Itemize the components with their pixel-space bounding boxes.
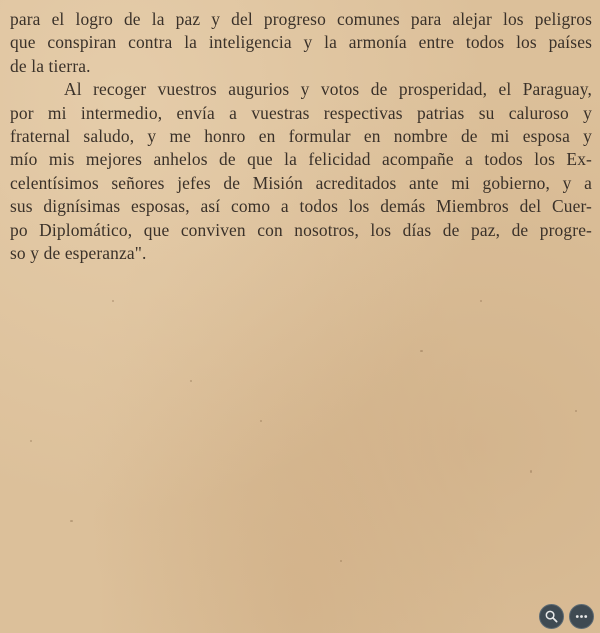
viewer-controls <box>539 604 594 629</box>
text-line: Al recoger vuestros augurios y votos de prosperidad, el Paraguay, <box>64 79 592 100</box>
text-line: celentísimos señores jefes de Misión acreditados ante mi gobierno, y a <box>10 172 592 193</box>
document-text <box>10 8 592 265</box>
text-line: so y de esperanza". <box>10 242 147 263</box>
text-line: mío mis mejores anhelos de que la felicidad acompañe a todos los Ex- <box>10 149 592 170</box>
text-line: de la tierra. <box>10 55 91 76</box>
text-line: sus dignísimas esposas, así como a todos los demás Miembros del Cuer- <box>10 196 592 217</box>
text-line: que conspiran contra la inteligencia y la armonía entre todos los países <box>10 32 592 53</box>
zoom-button[interactable] <box>539 604 564 629</box>
more-button[interactable] <box>569 604 594 629</box>
text-line: po Diplomático, que conviven con nosotros, los días de paz, de progre- <box>10 219 592 240</box>
zoom-icon <box>544 609 559 624</box>
text-line: fraternal saludo, y me honro en formular en nombre de mi esposa y <box>10 125 592 146</box>
more-icon <box>574 609 589 624</box>
text-line: para el logro de la paz y del progreso comunes para alejar los peligros <box>10 9 592 29</box>
text-line: por mi intermedio, envía a vuestras respectivas patrias su caluroso y <box>10 102 592 123</box>
